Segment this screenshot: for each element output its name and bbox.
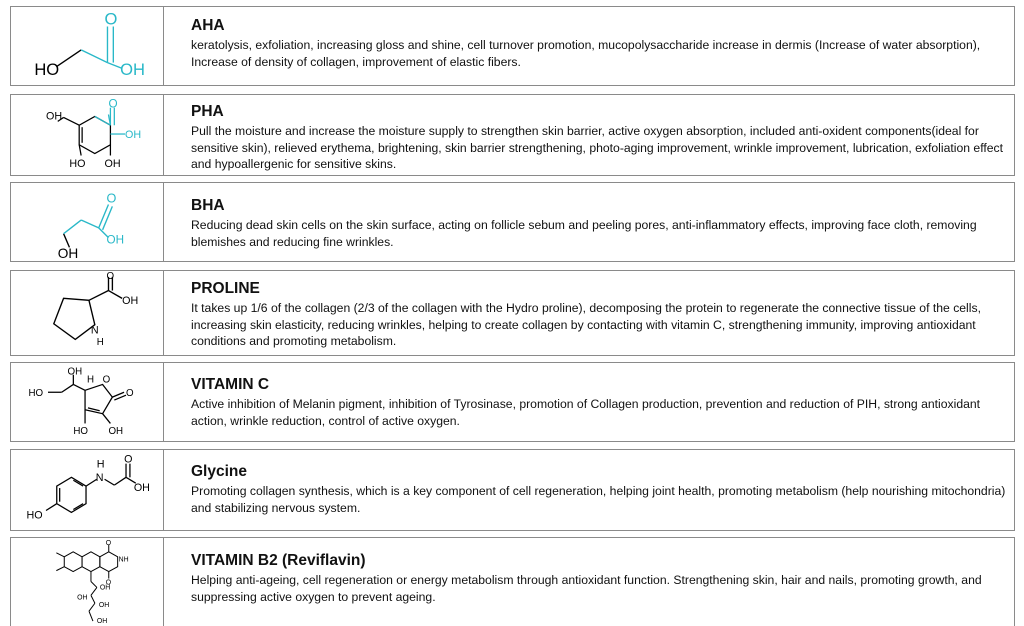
glycine-title: Glycine [191,463,247,480]
aha-label-ho: HO [34,60,60,80]
aha-molecule-svg [11,7,163,85]
row-vitamin-b2 [10,537,1015,626]
vitamin-b2-label-nh: NH [118,556,129,564]
row-bha [10,182,1015,262]
proline-label-oh: OH [122,295,139,308]
vitamin-c-title: VITAMIN C [191,376,270,393]
proline-description: It takes up 1/6 of the collagen (2/3 of the collagen with the Hydro proline), decomposing the protein to regenerate the connective tissue of the cells, increasing skin elasticity, reducing wrinkles, helping to create collagen by contacting with vitamin C, strengthening immunity, improving antioxidant conditions and promoting metabolism. [191,301,981,348]
vitamin-b2-label-o-bottom: O [105,579,112,587]
bha-text [191,197,1006,250]
aha-label-oh: OH [120,60,145,80]
vitamin-c-label-o-carbonyl: O [126,388,134,400]
proline-molecule-svg [11,271,163,355]
pha-label-oh-right: OH [125,128,142,141]
glycine-label-ho: HO [26,509,43,522]
glycine-structure-image [11,450,164,530]
pha-text [191,103,1006,173]
vitamin-b2-text [191,552,1006,605]
aha-label-o: O [104,9,118,29]
aha-text [191,17,1006,70]
vitamin-b2-label-oh-1: OH [99,584,111,592]
aha-description: keratolysis, exfoliation, increasing gloss and shine, cell turnover promotion, mucopolysaccharide increase in dermis (Increase of water absorption), Increase of density of collagen, improvement of elastic fibers. [191,38,981,69]
vitamin-b2-label-oh-3: OH [98,602,110,610]
bha-label-oh-bottom: OH [57,246,79,261]
pha-label-oh-bottom: OH [104,158,121,171]
glycine-description: Promoting collagen synthesis, which is a key component of cell regeneration, helping joint health, promoting metabolism (help nourishing mitochondria) and stabilizing nervous system. [191,484,1006,515]
vitamin-c-label-oh-bottom: OH [108,426,124,438]
vitamin-c-label-o-ring: O [102,374,111,386]
vitamin-c-label-ho-left: HO [28,388,44,400]
pha-label-oh-top: OH [46,110,63,123]
row-proline [10,270,1015,356]
vitamin-c-label-ho-bottom: HO [73,426,88,438]
proline-text [191,280,1006,350]
row-pha [10,94,1015,176]
proline-structure-image [11,271,164,355]
vitamin-b2-title: VITAMIN B2 (Reviflavin) [191,552,366,569]
glycine-label-n: N [95,472,104,485]
row-glycine [10,449,1015,531]
glycine-molecule-svg [11,450,163,530]
vitamin-b2-label-o-top: O [105,539,112,547]
glycine-label-o: O [124,453,133,466]
vitamin-c-label-oh-top: OH [67,366,83,378]
proline-label-h: H [96,337,104,349]
vitamin-b2-structure-image [11,538,164,626]
pha-molecule-svg [11,95,163,175]
aha-title: AHA [191,17,225,34]
vitamin-b2-label-oh-2: OH [77,594,88,602]
pha-label-ho-bottom: HO [69,158,86,171]
bha-description: Reducing dead skin cells on the skin surface, acting on follicle sebum and peeling pores, anti-inflammatory effects, improving face cloth, removing blemishes and reducing fine wrinkles. [191,218,977,249]
bha-label-o: O [106,191,117,206]
bha-molecule-svg [11,183,163,261]
row-aha [10,6,1015,86]
glycine-label-oh: OH [133,481,150,494]
vitamin-b2-molecule-svg [11,538,163,626]
row-vitamin-c [10,362,1015,442]
bha-structure-image [11,183,164,261]
vitamin-b2-label-oh-4: OH [96,618,108,626]
proline-label-o: O [106,271,115,282]
vitamin-c-structure-image [11,363,164,441]
vitamin-c-text [191,376,1006,429]
vitamin-c-label-h: H [86,374,95,386]
pha-structure-image [11,95,164,175]
vitamin-c-molecule-svg [11,363,163,441]
bha-label-oh-right: OH [106,233,125,247]
proline-title: PROLINE [191,280,260,297]
bha-title: BHA [191,197,225,214]
aha-structure-image [11,7,164,85]
pha-title: PHA [191,103,224,120]
glycine-text [191,463,1006,516]
vitamin-b2-description: Helping anti-ageing, cell regeneration or energy metabolism through antioxidant function. Strengthening skin, hair and nails, promoting growth, and suppressing active oxygen to prevent ageing. [191,573,982,604]
proline-label-n: N [90,324,99,337]
glycine-label-h: H [96,458,105,471]
pha-label-o: O [108,97,118,111]
vitamin-c-description: Active inhibition of Melanin pigment, inhibition of Tyrosinase, promotion of Collagen production, prevention and reduction of PIH, strong antioxidant action, wrinkle reduction, control of active oxygen. [191,397,981,428]
pha-description: Pull the moisture and increase the moisture supply to strengthen skin barrier, active oxygen absorption, included anti-oxident components(ideal for sensitive skin), relieved erythema, brightening, skin barrier strengthening, photo-aging improvement, wrinkle improvement, lubrication, exfoliation effect and hypoallergenic for sensitive skins. [191,124,1003,171]
